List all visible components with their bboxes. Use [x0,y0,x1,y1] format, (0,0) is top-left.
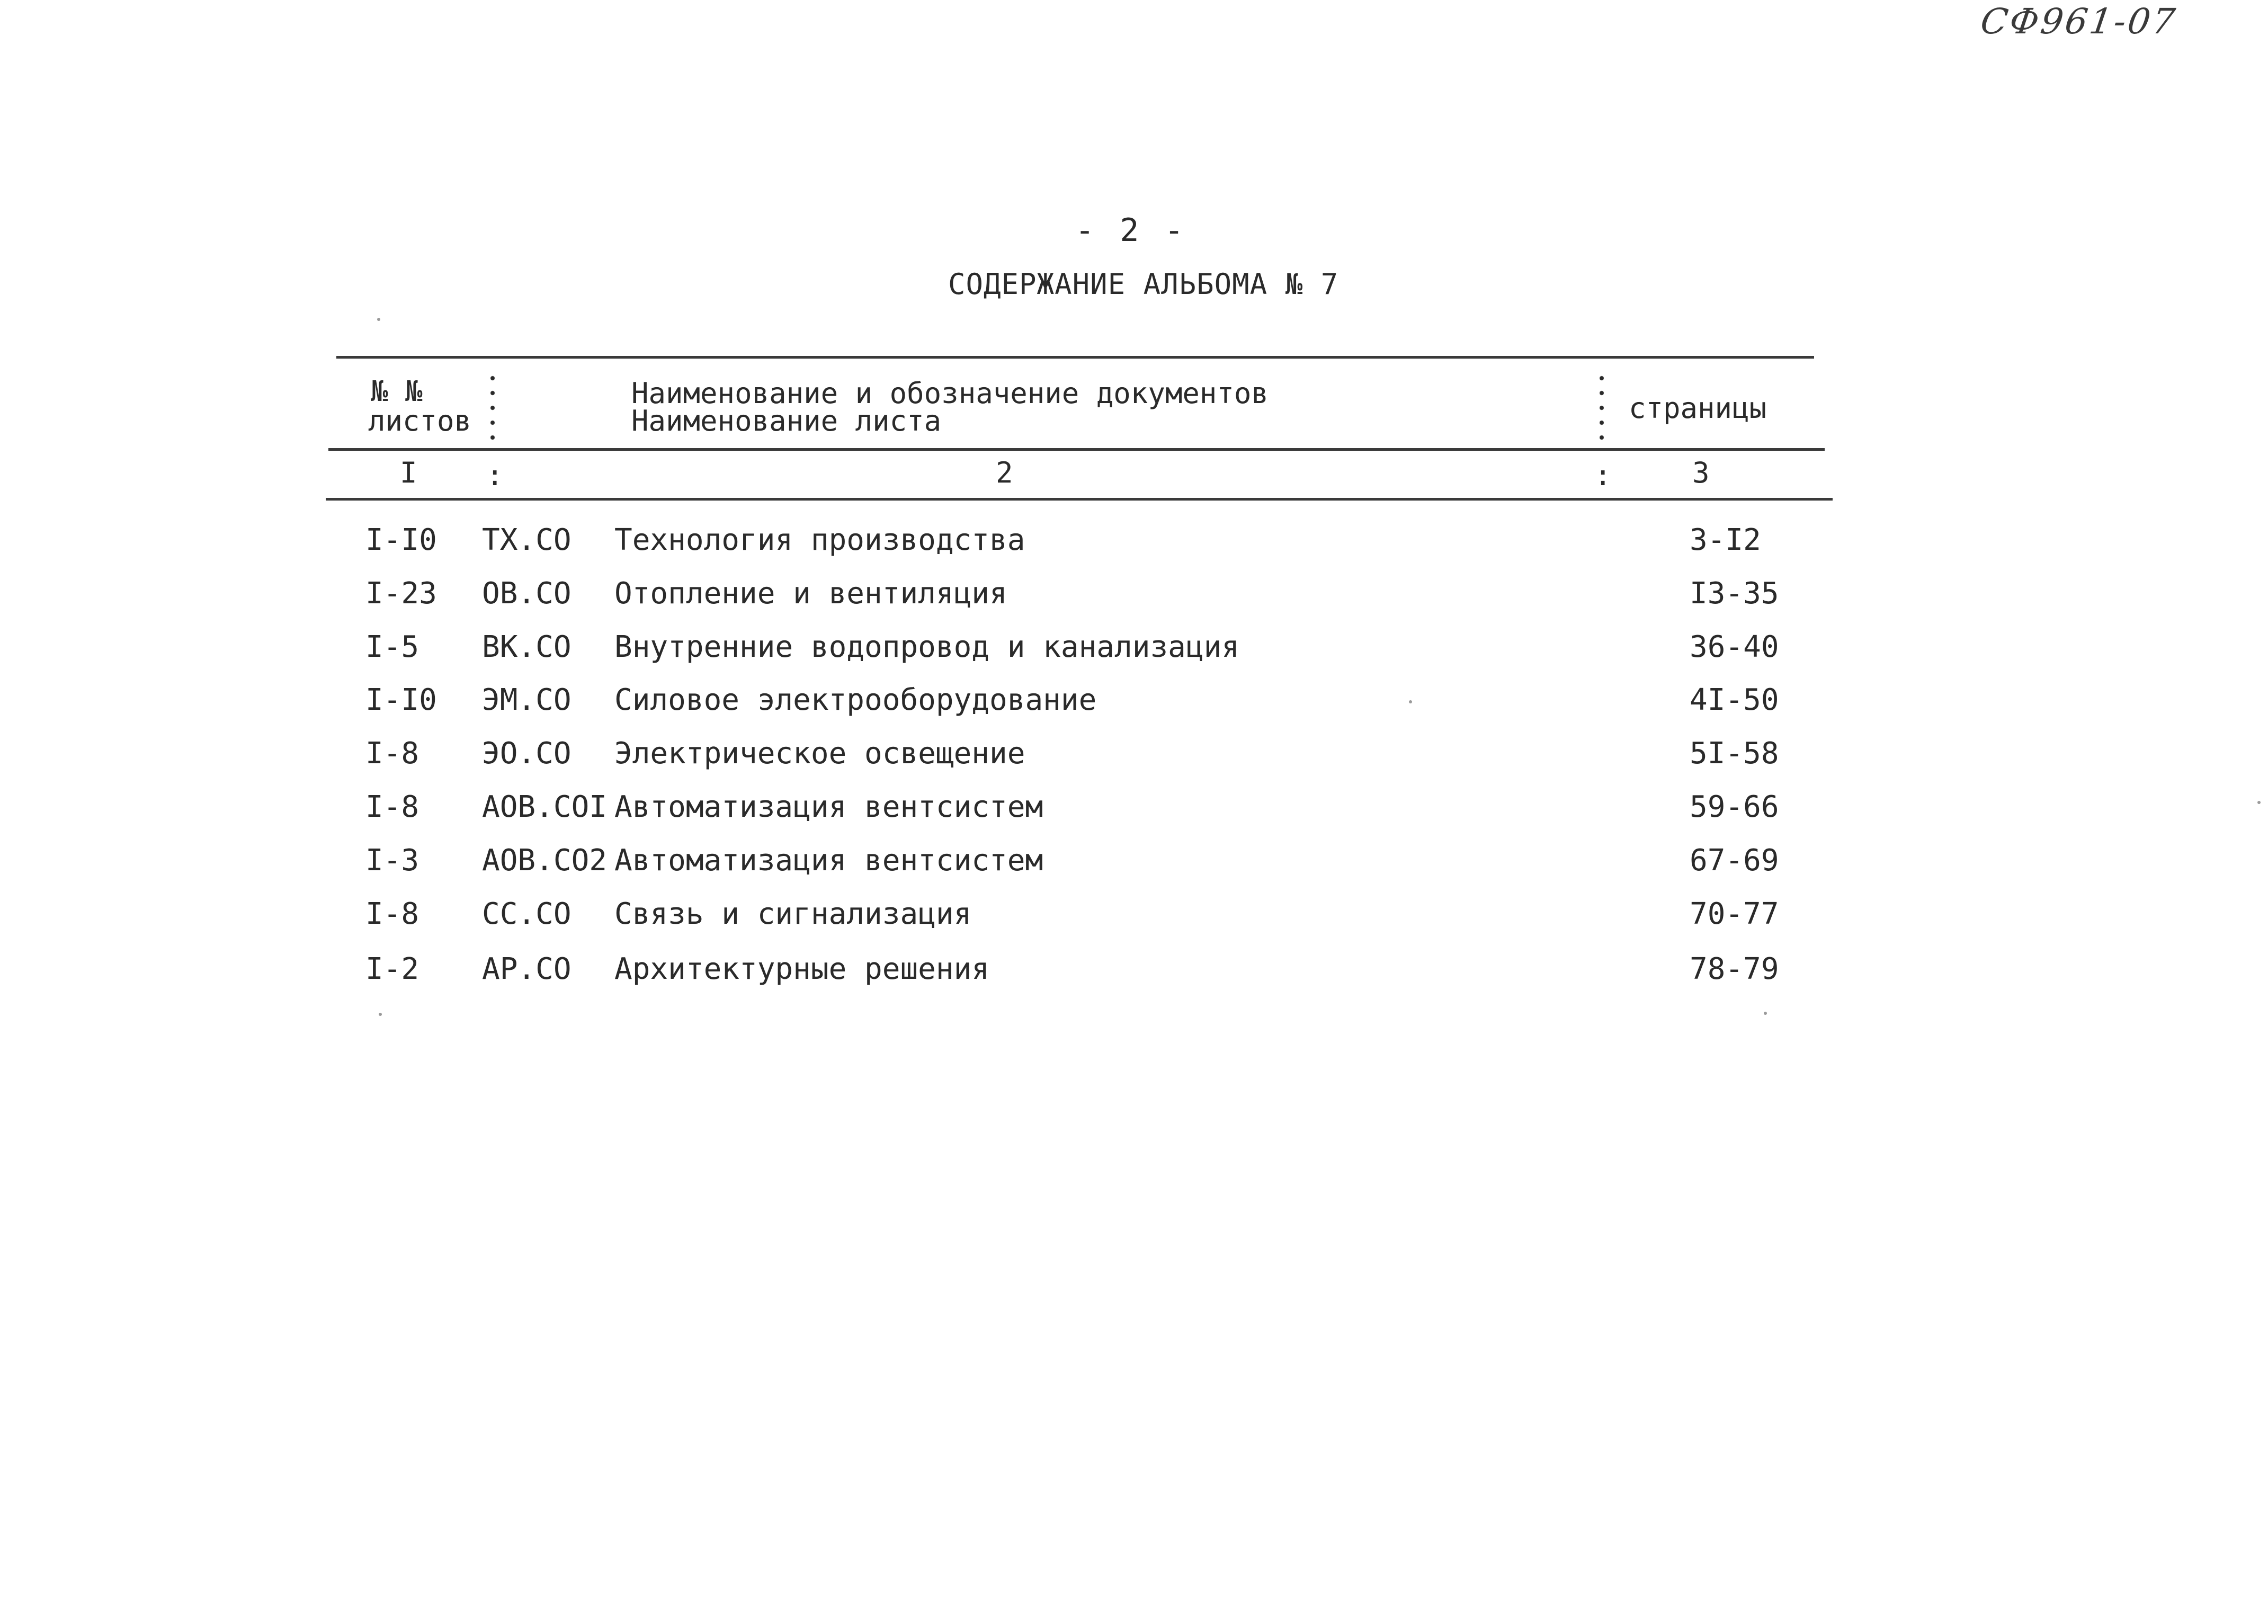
page-range: 5I-58 [1690,736,1779,771]
page-range: 3-I2 [1690,523,1761,557]
header-sheets-line2: листов [368,404,472,438]
document-code: ВК.СО [482,630,572,664]
header-name-line1: Наименование и обозначение документов [631,377,1269,410]
document-name: Автоматизация вентсистем [614,790,1043,824]
sheets-range: I-2 [365,952,419,986]
page-range: 36-40 [1690,630,1779,664]
sheets-range: I-I0 [365,683,437,717]
document-code: СС.СО [482,897,572,931]
column-separator-1: : [486,459,504,492]
page-range: 78-79 [1690,952,1779,986]
page-range: 59-66 [1690,790,1779,824]
table-top-rule [336,356,1814,359]
header-mid-rule [328,448,1825,451]
sheets-range: I-8 [365,736,419,771]
document-code: ОВ.СО [482,576,572,611]
sheets-range: I-5 [365,630,419,664]
sheets-range: I-3 [365,843,419,878]
document-name: Архитектурные решения [614,952,990,986]
document-name: Отопление и вентиляция [614,576,1007,611]
scan-speck [1764,1012,1767,1015]
column-separator-2: : [1594,459,1612,492]
document-code: ЭМ.СО [482,683,572,717]
page-title: СОДЕРЖАНИЕ АЛЬБОМА № 7 [948,267,1339,301]
scan-speck [2257,801,2261,804]
sheets-range: I-I0 [365,523,437,557]
header-separator-2 [1600,371,1604,445]
page-range: 4I-50 [1690,683,1779,717]
document-name: Силовое электрооборудование [614,683,1097,717]
document-code: ТХ.СО [482,523,572,557]
page-range: 70-77 [1690,897,1779,931]
document-code: АОВ.СОI [482,790,608,824]
archive-stamp: СФ961-07 [1978,1,2180,42]
header-name-line2: Наименование листа [631,404,942,438]
page-number: - 2 - [1075,212,1187,249]
sheets-range: I-8 [365,790,419,824]
column-number-2: 2 [996,456,1013,489]
document-code: АОВ.СО2 [482,843,608,878]
document-name: Автоматизация вентсистем [614,843,1043,878]
document-code: АР.СО [482,952,572,986]
column-number-1: I [400,456,417,489]
document-name: Внутренние водопровод и канализация [614,630,1240,664]
page-range: I3-35 [1690,576,1779,611]
sheets-range: I-8 [365,897,419,931]
scan-speck [1409,700,1412,703]
document-name: Связь и сигнализация [614,897,972,931]
header-pages: страницы [1629,391,1767,425]
document-name: Технология производства [614,523,1025,557]
document-code: ЭО.СО [482,736,572,771]
header-bottom-rule [326,498,1833,501]
header-separator-1 [490,371,495,445]
sheets-range: I-23 [365,576,437,611]
header-sheets-line1: № № [371,374,423,408]
page-range: 67-69 [1690,843,1779,878]
column-number-3: 3 [1692,456,1710,489]
scan-speck [379,1013,382,1016]
scan-speck [377,318,380,321]
document-name: Электрическое освещение [614,736,1025,771]
